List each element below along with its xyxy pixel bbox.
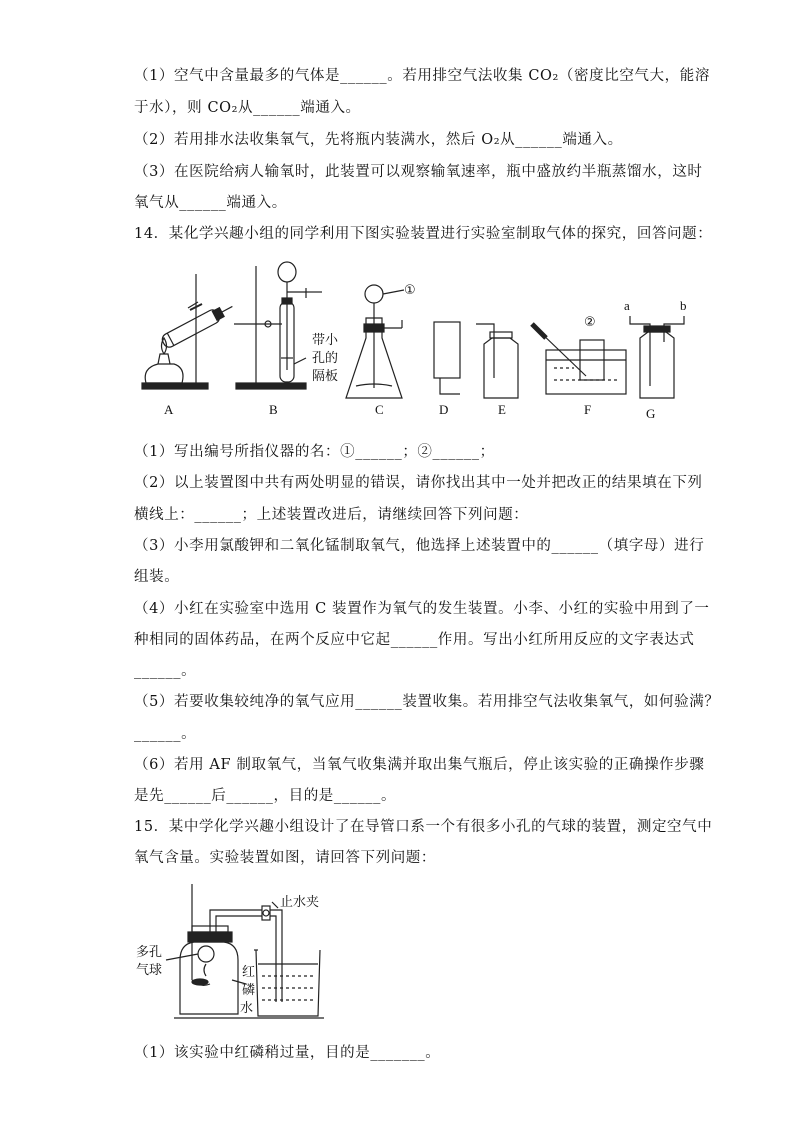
label-f: F (584, 402, 592, 417)
phosphorus-label-2: 磷 (242, 983, 256, 998)
label-c: C (375, 402, 384, 417)
text-line: （6）若用 AF 制取氧气，当氧气收集满并取出集气瓶后，停止该实验的正确操作步骤 (134, 757, 705, 773)
text-line: 氧气含量。实验装置如图，请回答下列问题： (134, 850, 436, 866)
text-line: （4）小红在实验室中选用 C 装置作为氧气的发生装置。小李、小红的实验中用到了一 (134, 601, 710, 617)
text-line: 是先______后______，目的是______。 (134, 788, 397, 804)
text-line: 种相同的固体药品，在两个反应中它起______作用。写出小红所用反应的文字表达式 (134, 632, 695, 648)
partition-label-3: 隔板 (312, 369, 339, 384)
clip-label: 止水夹 (280, 895, 320, 910)
label-d: D (439, 402, 449, 417)
text-line: 于水），则 CO₂从______端通入。 (134, 100, 361, 116)
text-line: ______。 (134, 726, 197, 742)
text-line: （1）该实验中红磷稍过量，目的是_______。 (134, 1045, 441, 1061)
text-line: （3）小李用氯酸钾和二氧化锰制取氧气，他选择上述装置中的______（填字母）进行 (134, 538, 705, 554)
partition-label-1: 带小 (312, 333, 339, 348)
partition-label-2: 孔的 (312, 351, 339, 366)
text-line: （2）若用排水法收集氧气，先将瓶内装满水，然后 O₂从______端通入。 (134, 132, 623, 148)
apparatus-figure (134, 258, 690, 428)
annotation-b: b (680, 298, 687, 313)
text-line: （5）若要收集较纯净的氧气应用______装置收集。若用排空气法收集氧气，如何验满？ (134, 694, 720, 710)
label-e: E (498, 402, 506, 417)
annotation-a: a (624, 298, 630, 313)
phosphorus-label-1: 红 (242, 965, 256, 980)
question-14-title: 14．某化学兴趣小组的同学利用下图实验装置进行实验室制取气体的探究，回答问题： (134, 226, 713, 242)
text-line: ______。 (134, 663, 197, 679)
label-g: G (646, 406, 656, 421)
text-line: （1）空气中含量最多的气体是______。若用排空气法收集 CO₂（密度比空气大，能溶 (134, 68, 710, 84)
label-b: B (269, 402, 278, 417)
water-label: 水 (240, 1001, 254, 1016)
text-line: 组装。 (134, 569, 180, 585)
oxygen-measure-figure (134, 880, 334, 1030)
text-line: 横线上：______；上述装置改进后，请继续回答下列问题： (134, 507, 529, 523)
annotation-1: ① (404, 283, 416, 298)
annotation-2: ② (584, 315, 596, 330)
balloon-label-1: 多孔 (136, 945, 163, 960)
text-line: 氧气从______端通入。 (134, 195, 287, 211)
text-line: （2）以上装置图中共有两处明显的错误，请你找出其中一处并把改正的结果填在下列 (134, 475, 703, 491)
question-15-title: 15．某中学化学兴趣小组设计了在导管口系一个有很多小孔的气球的装置，测定空气中 (134, 819, 713, 835)
balloon-label-2: 气球 (136, 963, 163, 978)
text-line: （3）在医院给病人输氧时，此装置可以观察输氧速率，瓶中盛放约半瓶蒸馏水，这时 (134, 164, 703, 180)
text-line: （1）写出编号所指仪器的名：①______；②______； (134, 444, 495, 460)
label-a: A (164, 402, 174, 417)
